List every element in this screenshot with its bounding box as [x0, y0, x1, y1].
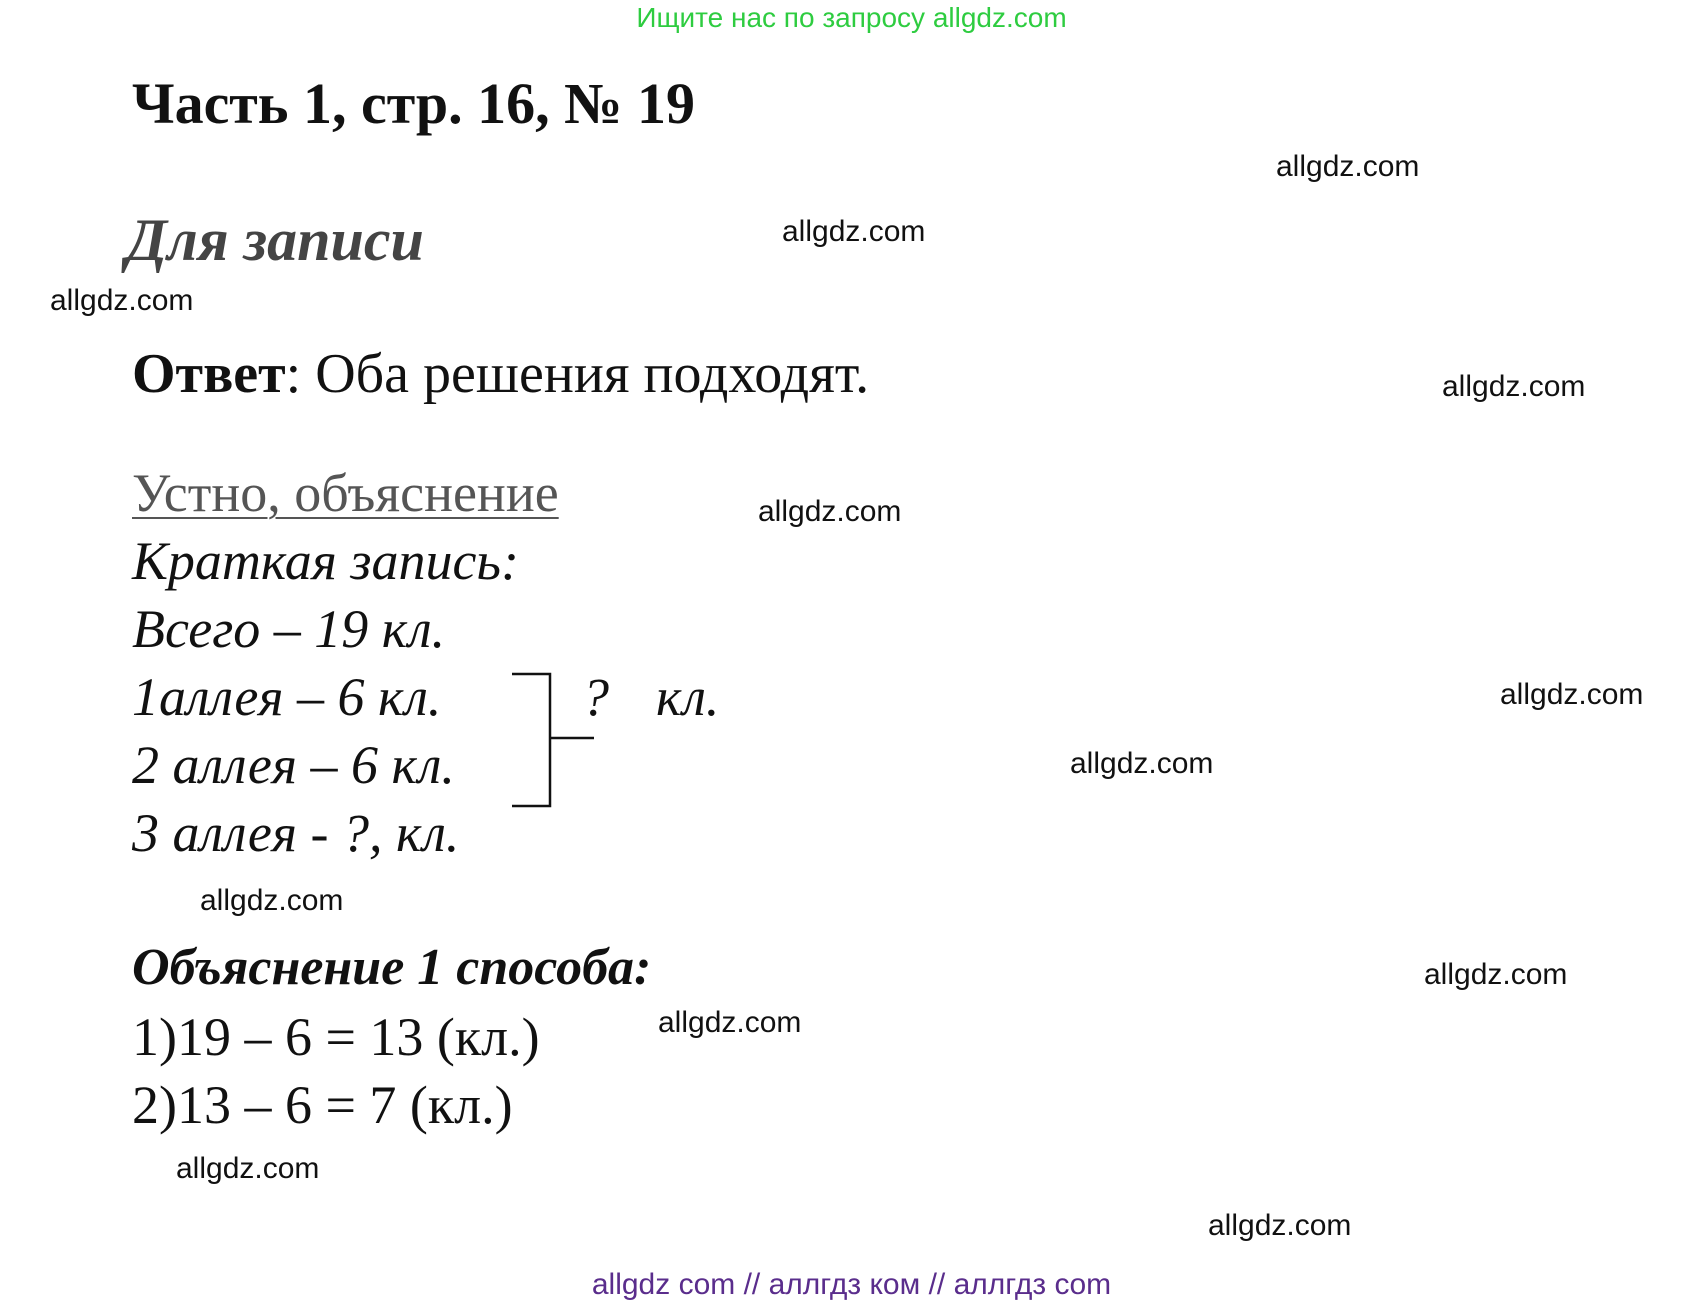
- page-title: Часть 1, стр. 16, № 19: [132, 71, 695, 136]
- bottom-banner: allgdz com // аллгдз ком // аллгдз com: [591, 1268, 1112, 1301]
- oral-heading: Устно, объяснение: [132, 463, 559, 523]
- watermark: allgdz.com: [1424, 958, 1568, 991]
- short-record-alley3: 3 аллея - ?, кл.: [132, 803, 460, 863]
- short-record-total: Всего – 19 кл.: [132, 599, 446, 659]
- watermark: allgdz.com: [50, 284, 194, 317]
- watermark: allgdz.com: [1276, 150, 1420, 183]
- answer-text: : Оба решения подходят.: [285, 343, 870, 405]
- answer-label: Ответ: [132, 343, 286, 405]
- watermark: allgdz.com: [1442, 370, 1586, 403]
- short-record-alley2: 2 аллея – 6 кл.: [132, 735, 455, 795]
- watermark: allgdz.com: [1500, 678, 1644, 711]
- short-record-title: Краткая запись:: [132, 531, 519, 591]
- answer-line: [132, 342, 869, 406]
- brace-unit: кл.: [656, 667, 720, 727]
- method1-step1: 1)19 – 6 = 13 (кл.): [132, 1007, 540, 1067]
- watermark: allgdz.com: [1070, 747, 1214, 780]
- top-banner: Ищите нас по запросу allgdz.com: [636, 2, 1067, 33]
- short-record-alley1: 1аллея – 6 кл.: [132, 667, 442, 727]
- watermark: allgdz.com: [658, 1006, 802, 1039]
- watermark: allgdz.com: [782, 215, 926, 248]
- watermark: allgdz.com: [758, 495, 902, 528]
- method1-title: Объяснение 1 способа:: [132, 939, 652, 996]
- method1-step2: 2)13 – 6 = 7 (кл.): [132, 1075, 513, 1135]
- brace-question: ?: [582, 667, 609, 727]
- watermark: allgdz.com: [1208, 1209, 1352, 1242]
- watermark: allgdz.com: [176, 1152, 320, 1185]
- section-subtitle: Для записи: [126, 207, 424, 273]
- watermark: allgdz.com: [200, 884, 344, 917]
